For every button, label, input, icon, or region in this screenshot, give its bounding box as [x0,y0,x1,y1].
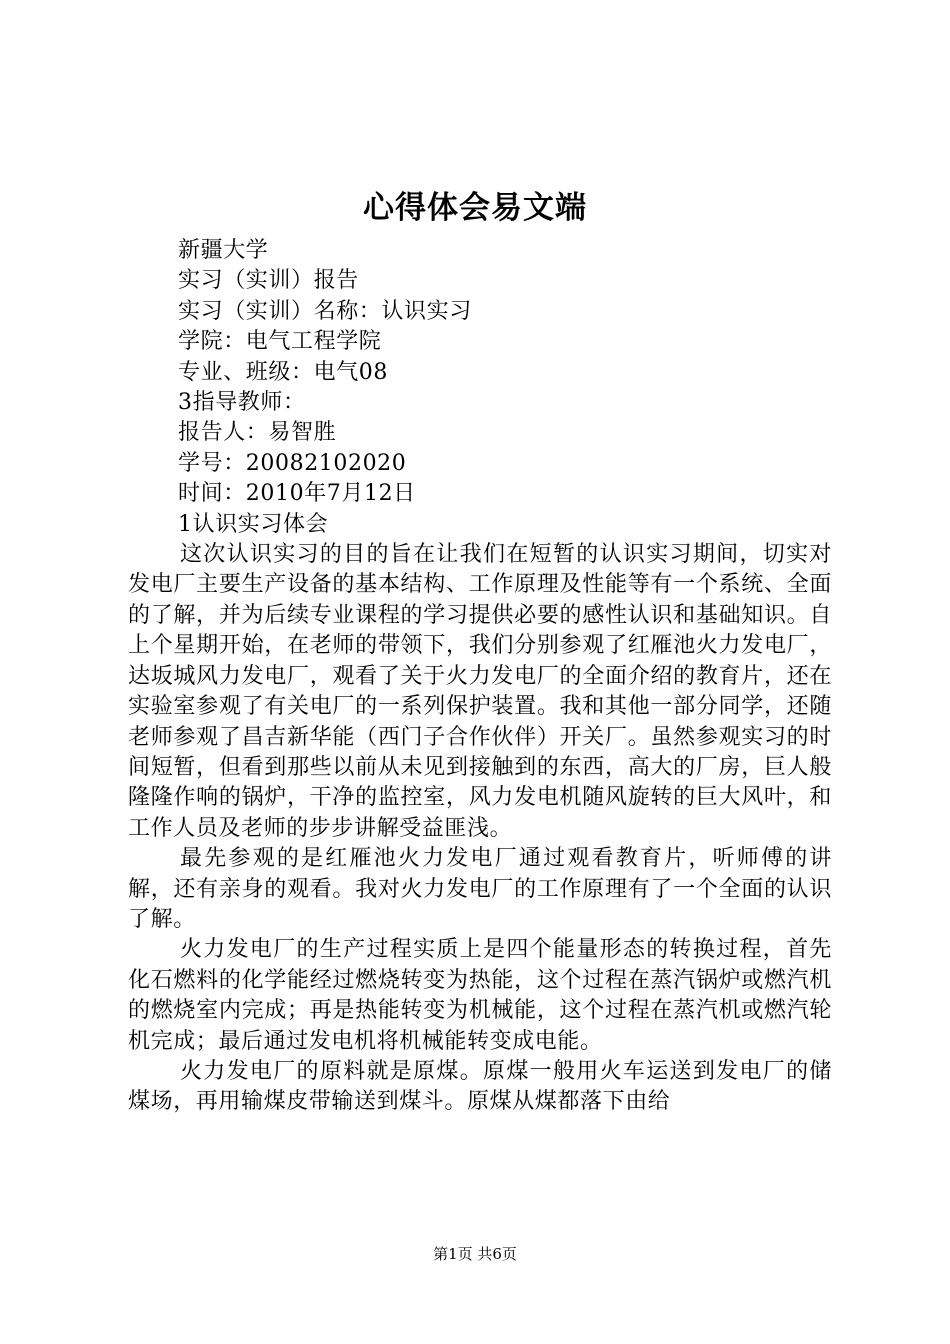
body-paragraph: 最先参观的是红雁池火力发电厂通过观看教育片，听师傅的讲解，还有亲身的观看。我对火力发电厂的工作原理有了一个全面的认识了解。 [128,846,832,932]
meta-internship-name: 实习（实训）名称：认识实习 [178,298,472,324]
body-paragraph: 火力发电厂的原料就是原煤。原煤一般用火车运送到发电厂的储煤场，再用输煤皮带输送到煤斗。原煤从煤都落下由给 [128,1058,832,1115]
document-body [128,236,832,1118]
page-footer: 第1页 共6页 [433,1245,517,1263]
meta-student-id: 学号：20082102020 [178,450,407,476]
body-paragraph: 这次认识实习的目的旨在让我们在短暂的认识实习期间，切实对发电厂主要生产设备的基本结构、工作原理及性能等有一个系统、全面的了解，并为后续专业课程的学习提供必要的感性认识和基础知识。自上个星期开始，在老师的带领下，我们分别参观了红雁池火力发电厂，达坂城风力发电厂，观看了关于火力发电厂的全面介绍的教育片，还在实验室参观了有关电厂的一系列保护装置。我和其他一部分同学，还随老师参观了昌吉新华能（西门子合作伙伴）开关厂。虽然参观实习的时间短暂，但看到那些以前从未见到接触到的东西，高大的厂房，巨人般隆隆作响的锅炉，干净的监控室，风力发电机随风旋转的巨大风叶，和工作人员及老师的步步讲解受益匪浅。 [128,542,832,841]
meta-major-class: 专业、班级：电气08 [178,359,388,385]
meta-advisor: 3指导教师： [178,390,306,416]
meta-date: 时间：2010年7月12日 [178,481,416,507]
meta-college: 学院：电气工程学院 [178,329,382,355]
meta-university: 新疆大学 [178,238,269,263]
section-heading: 1认识实习体会 [178,511,329,537]
meta-reporter: 报告人：易智胜 [178,420,337,446]
body-paragraph: 火力发电厂的生产过程实质上是四个能量形态的转换过程，首先化石燃料的化学能经过燃烧转变为热能，这个过程在蒸汽锅炉或燃汽机的燃烧室内完成；再是热能转变为机械能，这个过程在蒸汽机或燃汽轮机完成；最后通过发电机将机械能转变成电能。 [128,937,832,1054]
document-title: 心得体会易文端 [363,190,587,226]
meta-report-type: 实习（实训）报告 [178,268,359,294]
